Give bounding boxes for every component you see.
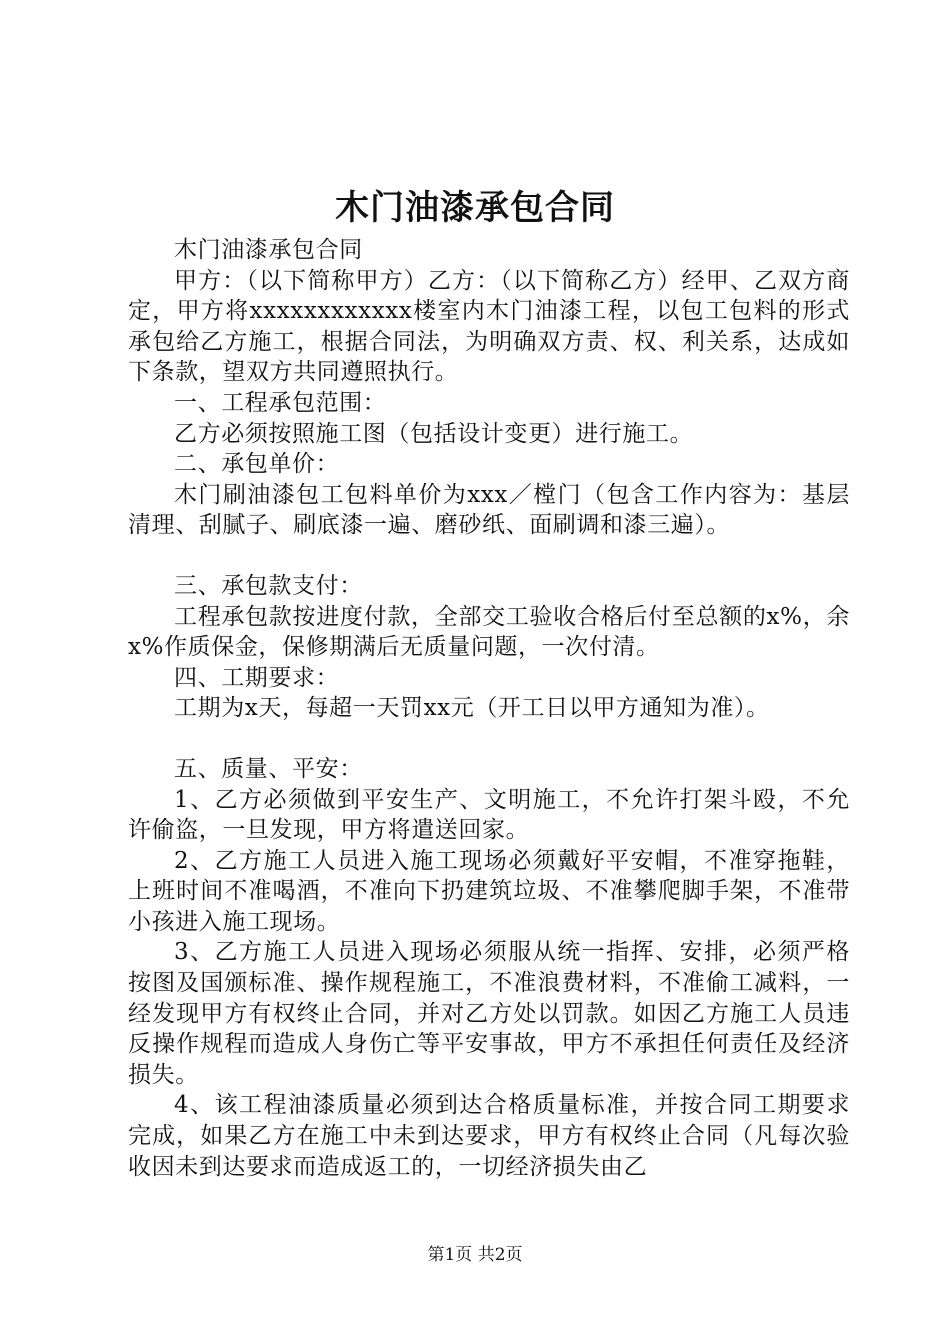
intro-paragraph: 甲方：（以下简称甲方）乙方：（以下简称乙方）经甲、乙双方商定，甲方将xxxxxxxxxxxx楼室内木门油漆工程，以包工包料的形式承包给乙方施工，根据合同法，为明确双方责、权、利关系，达成如下条款，望双方共同遵照执行。 bbox=[128, 267, 850, 386]
page-number: 第1页 bbox=[427, 1245, 473, 1265]
page-footer bbox=[0, 1244, 950, 1266]
document-title: 木门油漆承包合同 bbox=[335, 188, 615, 228]
subtitle-paragraph: 木门油漆承包合同 bbox=[174, 237, 363, 263]
section-heading-scope: 一、工程承包范围： bbox=[174, 389, 387, 416]
section-heading-payment: 三、承包款支付： bbox=[174, 572, 363, 599]
scope-paragraph: 乙方必须按照施工图（包括设计变更）进行施工。 bbox=[174, 420, 694, 447]
payment-paragraph: 工程承包款按进度付款，全部交工验收合格后付至总额的x%，余x%作质保金，保修期满后无质量问题，一次付清。 bbox=[128, 603, 850, 661]
blank-line bbox=[128, 541, 850, 571]
blank-line bbox=[128, 724, 850, 754]
clause-1-paragraph: 1、乙方必须做到平安生产、文明施工，不允许打架斗殴，不允许偷盗，一旦发现，甲方将遣送回家。 bbox=[128, 786, 850, 844]
clause-2-paragraph: 2、乙方施工人员进入施工现场必须戴好平安帽，不准穿拖鞋，上班时间不准喝酒，不准向下扔建筑垃圾、不准攀爬脚手架，不准带小孩进入施工现场。 bbox=[128, 847, 850, 935]
unit-price-paragraph: 木门刷油漆包工包料单价为xxx／樘门（包含工作内容为：基层清理、刮腻子、刷底漆一遍、磨砂纸、面刷调和漆三遍）。 bbox=[128, 481, 850, 539]
page-total: 共2页 bbox=[477, 1245, 523, 1265]
section-heading-unit-price: 二、承包单价： bbox=[174, 451, 340, 478]
clause-4-paragraph: 4、该工程油漆质量必须到达合格质量标准，并按合同工期要求完成，如果乙方在施工中未到达要求，甲方有权终止合同（凡每次验收因未到达要求而造成返工的，一切经济损失由乙 bbox=[128, 1092, 850, 1180]
section-heading-schedule: 四、工期要求： bbox=[174, 664, 340, 691]
document-body bbox=[128, 235, 850, 1182]
section-heading-quality-safety: 五、质量、平安： bbox=[174, 755, 363, 782]
clause-3-paragraph: 3、乙方施工人员进入现场必须服从统一指挥、安排，必须严格按图及国颁标准、操作规程施工，不准浪费材料，不准偷工减料，一经发现甲方有权终止合同，并对乙方处以罚款。如因乙方施工人员违反操作规程而造成人身伤亡等平安事故，甲方不承担任何责任及经济损失。 bbox=[128, 939, 850, 1088]
schedule-paragraph: 工期为x天，每超一天罚xx元（开工日以甲方通知为准）。 bbox=[174, 695, 770, 722]
